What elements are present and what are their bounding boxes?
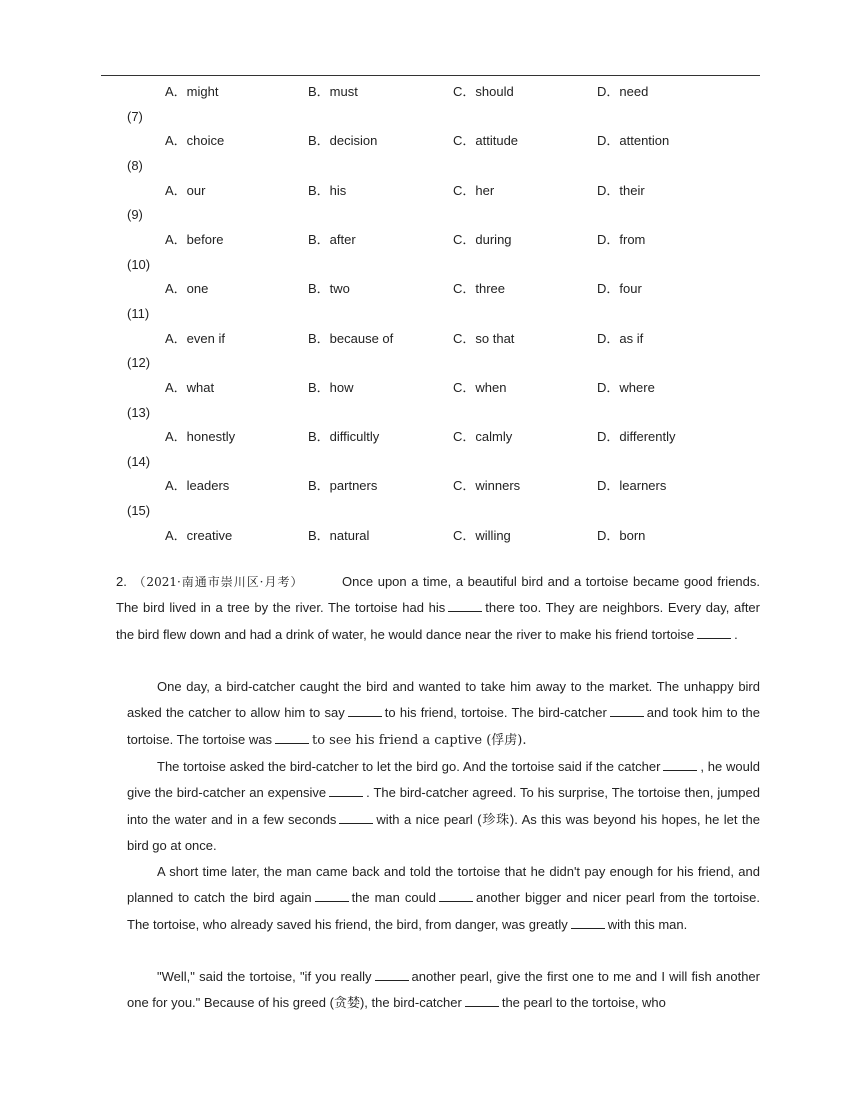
text-segment: . xyxy=(734,626,738,642)
option-b[interactable]: B．natural xyxy=(308,527,370,543)
option-c[interactable]: C．three xyxy=(453,281,506,297)
option-d[interactable]: D．their xyxy=(597,182,645,198)
option-d[interactable]: D．born xyxy=(597,527,646,543)
answer-blank[interactable] xyxy=(275,731,309,744)
option-row xyxy=(165,330,765,348)
question-number: (15) xyxy=(127,503,151,519)
option-d[interactable]: D．learners xyxy=(597,478,667,494)
question-number: (10) xyxy=(127,256,151,272)
option-a[interactable]: A．leaders xyxy=(165,478,230,494)
question-number: (8) xyxy=(127,158,143,173)
option-row xyxy=(165,379,765,397)
text-segment: another pearl, give the first one to me and I will fish another one for you." Because of his greed (贪婪), the bird-catcher xyxy=(127,969,760,1011)
text-segment: to his friend, tortoise. The bird-catcher xyxy=(384,705,607,721)
question-number: (7) xyxy=(127,108,143,124)
passage-paragraph-2 xyxy=(127,674,760,754)
option-b[interactable]: B．after xyxy=(308,231,356,247)
option-b[interactable]: B．his xyxy=(308,182,347,198)
answer-blank[interactable] xyxy=(315,889,349,902)
question-number: 2. xyxy=(116,574,127,589)
question-number: (13) xyxy=(127,404,151,420)
option-b[interactable]: B．partners xyxy=(308,478,378,494)
answer-blank[interactable] xyxy=(610,704,644,717)
option-c[interactable]: C．so that xyxy=(453,330,515,346)
question-number: (14) xyxy=(127,453,151,469)
option-a[interactable]: A．might xyxy=(165,84,219,99)
option-d[interactable]: D．from xyxy=(597,231,646,247)
answer-blank[interactable] xyxy=(348,704,382,717)
option-row xyxy=(165,132,765,150)
answer-blank[interactable] xyxy=(571,916,605,929)
option-d[interactable]: D．attention xyxy=(597,133,670,149)
option-a[interactable]: A．honestly xyxy=(165,429,236,445)
option-a[interactable]: A．our xyxy=(165,182,206,198)
option-b[interactable]: B．must xyxy=(308,84,358,99)
option-d[interactable]: D．need xyxy=(597,84,649,99)
option-row xyxy=(165,231,765,249)
option-d[interactable]: D．as if xyxy=(597,330,644,346)
text-segment: with a nice pearl (珍珠). As this was beyond his hopes, he let the bird go at once. xyxy=(127,811,760,854)
question-number: (12) xyxy=(127,355,151,371)
passage-paragraph-4 xyxy=(127,859,760,938)
option-row xyxy=(165,428,765,446)
option-a[interactable]: A．what xyxy=(165,379,215,395)
option-d[interactable]: D．where xyxy=(597,379,655,395)
text-segment: with this man. xyxy=(607,916,688,932)
option-row xyxy=(165,83,765,101)
option-c[interactable]: C．should xyxy=(453,84,514,99)
passage-paragraph-5 xyxy=(127,964,760,1017)
text-segment: One day, a bird-catcher caught the bird and wanted to take him away to the market. The unhappy bird asked the catcher to allow him to say xyxy=(127,679,760,721)
text-segment: , he would give the bird-catcher an expensive xyxy=(127,759,760,801)
option-d[interactable]: D．four xyxy=(597,281,642,297)
option-a[interactable]: A．choice xyxy=(165,133,225,149)
answer-blank[interactable] xyxy=(339,811,373,824)
text-segment: and took him to the tortoise. The tortoise was xyxy=(127,705,760,747)
question-source: （2021·南通市崇川区·月考） xyxy=(133,575,304,589)
option-b[interactable]: B．decision xyxy=(308,133,378,149)
option-row xyxy=(165,280,765,298)
option-b[interactable]: B．two xyxy=(308,281,350,297)
answer-blank[interactable] xyxy=(697,626,731,639)
text-segment: The tortoise asked the bird-catcher to let the bird go. And the tortoise said if the catcher xyxy=(157,759,661,774)
option-c[interactable]: C．attitude xyxy=(453,133,519,149)
option-c[interactable]: C．when xyxy=(453,379,507,395)
option-c[interactable]: C．willing xyxy=(453,527,511,543)
text-segment: . The bird-catcher agreed. To his surprise, The tortoise then, jumped into the water and in a few seconds xyxy=(127,785,760,827)
text-segment: the man could xyxy=(351,890,436,906)
text-segment: the pearl to the tortoise, who xyxy=(501,995,666,1011)
option-c[interactable]: C．calmly xyxy=(453,429,513,445)
option-row xyxy=(165,527,765,545)
text-segment: to see his friend a captive (俘虏). xyxy=(312,732,527,748)
option-c[interactable]: C．winners xyxy=(453,478,521,494)
text-segment: "Well," said the tortoise, "if you really xyxy=(157,969,372,984)
passage-paragraph-1 xyxy=(116,569,760,648)
text-segment: there too. They are neighbors. Every day, after the bird flew down and had a drink of water, he would dance near the river to make his friend tortoise xyxy=(116,600,760,642)
question-number: (9) xyxy=(127,207,143,223)
answer-blank[interactable] xyxy=(448,599,482,612)
question-number: (11) xyxy=(127,305,150,321)
option-a[interactable]: A．before xyxy=(165,231,224,247)
option-a[interactable]: A．one xyxy=(165,281,209,297)
answer-blank[interactable] xyxy=(439,889,473,902)
answer-blank[interactable] xyxy=(375,968,409,981)
text-segment: Once upon a time, a beautiful bird and a tortoise became good friends. The bird lived in a tree by the river. The tortoise had his xyxy=(116,574,760,616)
answer-blank[interactable] xyxy=(329,784,363,797)
text-segment: A short time later, the man came back and told the tortoise that he didn't pay enough for his friend, and planned to catch the bird again xyxy=(127,864,760,906)
option-a[interactable]: A．even if xyxy=(165,330,225,346)
option-row xyxy=(165,182,765,200)
option-b[interactable]: B．because of xyxy=(308,330,394,346)
option-b[interactable]: B．how xyxy=(308,379,354,395)
option-b[interactable]: B．difficultly xyxy=(308,429,380,445)
text-segment: another bigger and nicer pearl from the tortoise. The tortoise, who already saved his friend, the bird, from danger, was greatly xyxy=(127,890,760,932)
option-c[interactable]: C．during xyxy=(453,231,512,247)
option-a[interactable]: A．creative xyxy=(165,527,233,543)
header-rule xyxy=(101,75,760,76)
option-d[interactable]: D．differently xyxy=(597,429,676,445)
option-row xyxy=(165,477,765,495)
answer-blank[interactable] xyxy=(465,994,499,1007)
passage-paragraph-3 xyxy=(127,754,760,860)
option-c[interactable]: C．her xyxy=(453,182,495,198)
answer-blank[interactable] xyxy=(663,758,697,771)
